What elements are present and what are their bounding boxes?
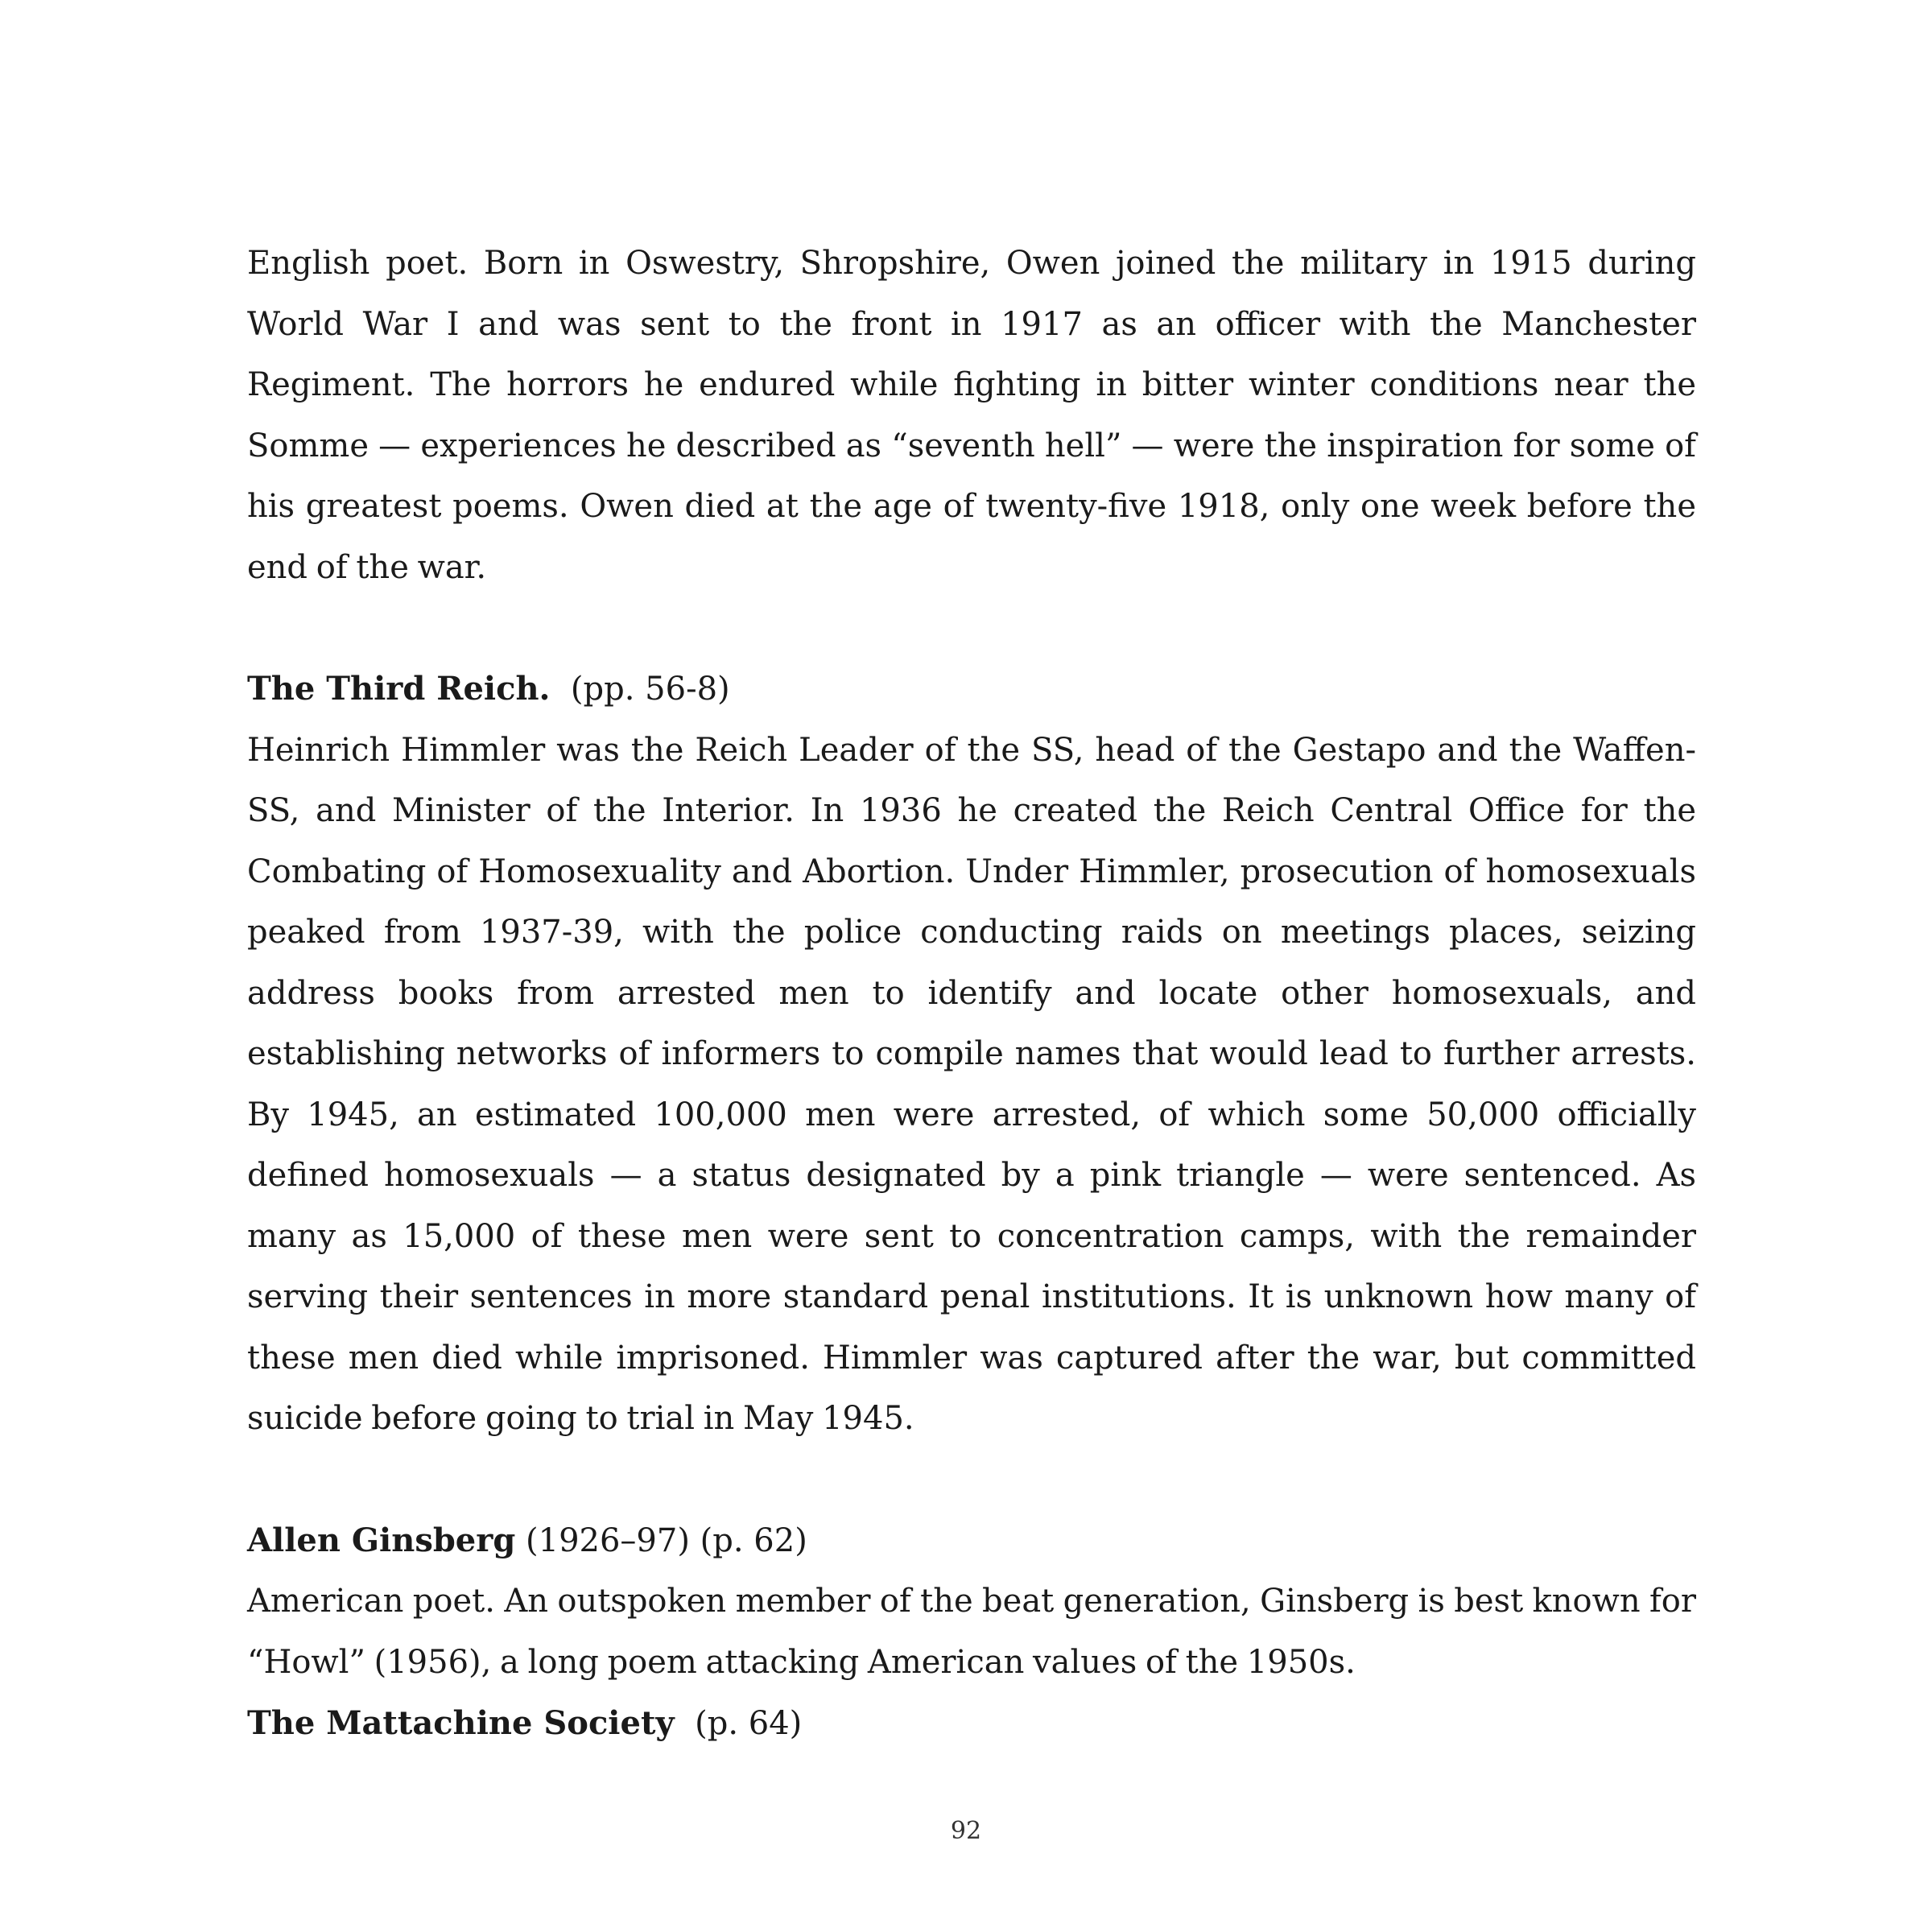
section-gap <box>247 598 1696 658</box>
page-content <box>247 233 1696 1755</box>
entry-title: The Mattachine Society <box>247 1704 675 1742</box>
entry-ginsberg-heading <box>247 1510 1696 1572</box>
entry-page-ref: (1926–97) (p. 62) <box>526 1521 807 1559</box>
entry-third-reich-body: Heinrich Himmler was the Reich Leader of the SS, head of the Gestapo and the Waffen-SS, and Minister of the Interior. In 1936 he created the Reich Central Office for the Combating of Homosexuality and Abortion. Under Himmler, prosecution of homosexuals peaked from 1937-39, with the police conducting raids on meetings places, seizing address books from arrested men to identify and locate other homosexuals, and establishing networks of informers to compile names that would lead to further arrests. By 1945, an estimated 100,000 men were arrested, of which some 50,000 officially defined homosexuals — a status designated by a pink triangle — were sentenced. As many as 15,000 of these men were sent to concentration camps, with the remainder serving their sentences in more standard penal institutions. It is unknown how many of these men died while imprisoned. Himmler was captured after the war, but committed suicide before going to trial in May 1945. <box>247 731 1696 1437</box>
entry-title: Allen Ginsberg <box>247 1521 516 1559</box>
entry-title: The Third Reich. <box>247 670 551 708</box>
entry-page-ref: (pp. 56-8) <box>570 671 730 708</box>
page-number: 92 <box>950 1817 982 1845</box>
entry-owen-body: English poet. Born in Oswestry, Shropshire, Owen joined the military in 1915 during World War I and was sent to the front in 1917 as an officer with the Manchester Regiment. The horrors he endured while fighting in bitter winter conditions near the Somme — experiences he described as “seventh hell” — were the inspiration for some of his greatest poems. Owen died at the age of twenty-five 1918, only one week before the end of the war. <box>247 245 1696 586</box>
entry-ginsberg-body: American poet. An outspoken member of the beat generation, Ginsberg is best known for “Howl” (1956), a long poem attacking American values of the 1950s. <box>247 1583 1696 1681</box>
entry-mattachine-heading <box>247 1693 1696 1755</box>
entry-page-ref: (p. 64) <box>695 1705 803 1742</box>
entry-third-reich-heading <box>247 658 1696 720</box>
section-gap <box>247 1450 1696 1510</box>
